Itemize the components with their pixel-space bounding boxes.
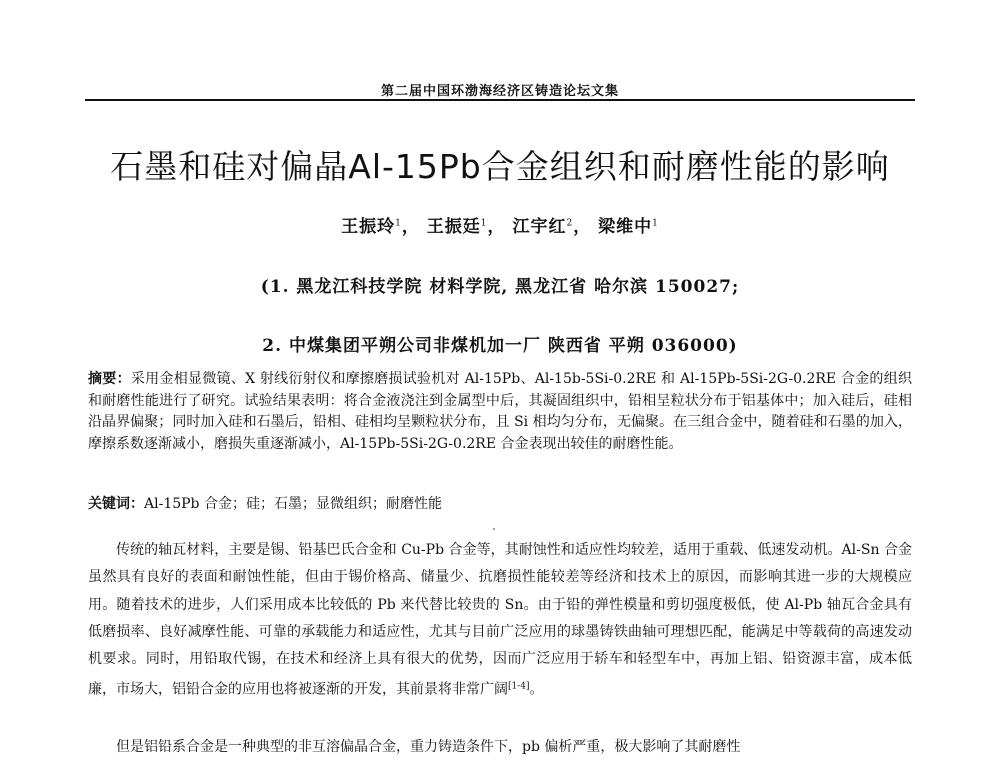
citation-marker: [1-4] (508, 681, 530, 692)
abstract-label: 摘要： (88, 371, 131, 387)
header-rule (85, 99, 915, 101)
paper-title: 石墨和硅对偏晶Al-15Pb合金组织和耐磨性能的影响 (110, 147, 890, 186)
keywords (88, 494, 912, 516)
running-header: 第二届中国环渤海经济区铸造论坛文集 (380, 84, 619, 99)
affiliation-1: (1. 黑龙江科技学院 材料学院, 黑龙江省 哈尔滨 150027; (260, 277, 740, 297)
author-name: 王振玲 (341, 217, 396, 237)
keywords-label: 关键词： (88, 496, 144, 512)
author-affiliation-mark: 1 (652, 218, 659, 229)
paragraph-end: 。 (529, 682, 544, 699)
body-paragraph-1 (88, 537, 912, 704)
author-name: 梁维中 (598, 217, 653, 237)
author-affiliation-mark: 1 (480, 218, 488, 229)
abstract (88, 369, 912, 455)
scan-speck (493, 528, 495, 530)
author-name: 江宇红 (512, 217, 567, 237)
author-list: 王振玲$^1$， 王振廷$^1$， 江宇红$^2$， 梁维中$^1$ (341, 217, 659, 237)
author-affiliation-mark: 2 (566, 218, 574, 229)
author-name: 王振廷 (426, 217, 481, 237)
paragraph-text: 但是铝铅系合金是一种典型的非互溶偏晶合金，重力铸造条件下，pb 偏析严重，极大影响了其耐磨性 (116, 739, 741, 755)
body-paragraph-2 (88, 734, 912, 761)
affiliation-2: 2. 中煤集团平朔公司非煤机加一厂 陕西省 平朔 036000) (262, 336, 738, 356)
keywords-text: Al-15Pb 合金；硅；石墨；显微组织；耐磨性能 (144, 496, 442, 512)
author-affiliation-mark: 1 (395, 218, 402, 229)
abstract-text: 采用金相显微镜、X 射线衍射仪和摩擦磨损试验机对 Al-15Pb、Al-15b-5Si-0.2RE 和 Al-15Pb-5Si-2G-0.2RE 合金的组织和耐磨性能进行了研究。试验结果表明：将合金液浇注到金属型中后，其凝固组织中，铅相呈粒状分布于铝基体中；加入硅后，硅相沿晶界偏聚；同时加入硅和石墨后，铅相、硅相均呈颗粒状分布，且 Si 相均匀分布，无偏聚。在三组合金中，随着硅和石墨的加入，摩擦系数逐渐减小，磨损失重逐渐减小，Al-15Pb-5Si-2G-0.2RE 合金表现出较佳的耐磨性能。 (88, 371, 912, 452)
paragraph-text: 传统的轴瓦材料，主要是锡、铅基巴氏合金和 Cu-Pb 合金等，其耐蚀性和适应性均较差，适用于重载、低速发动机。Al-Sn 合金虽然具有良好的表面和耐蚀性能，但由于锡价格高、储量少、抗磨损性能较差等经济和技术上的原因，而影响其进一步的大规模应用。随着技术的进步，人们采用成本比较低的 Pb 来代替比较贵的 Sn。由于铅的弹性模量和剪切强度极低，使 Al-Pb 轴瓦合金具有低磨损率、良好减摩性能、可靠的承载能力和适应性，尤其与目前广泛应用的球墨铸铁曲轴可理想匹配，能满足中等载荷的高速发动机要求。同时，用铅取代锡，在技术和经济上具有很大的优势，因而广泛应用于轿车和轻型车中，再加上铝、铅资源丰富，成本低廉，市场大，铝铅合金的应用也将被逐渐的开发，其前景将非常广阔 (88, 542, 912, 699)
